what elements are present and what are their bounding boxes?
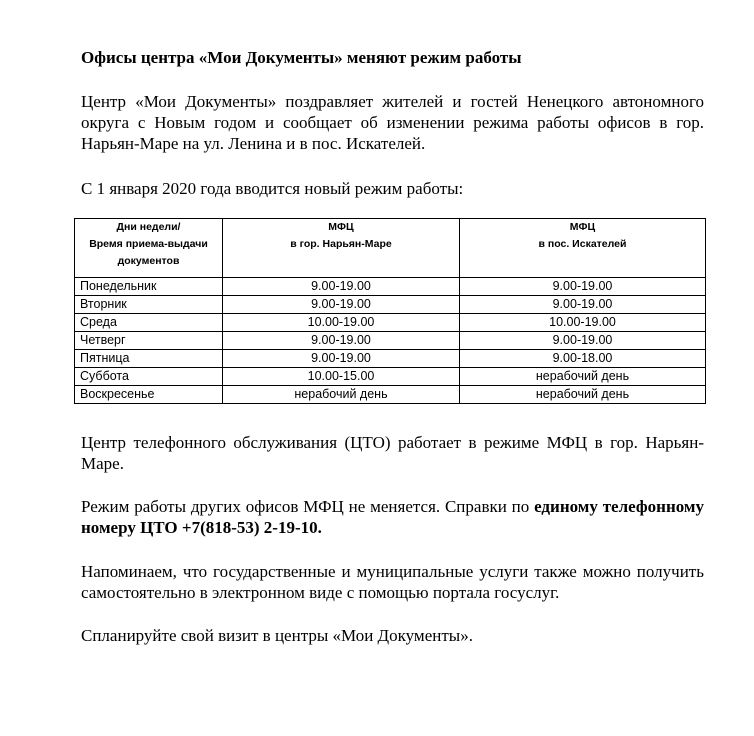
table-cell-naryan-mar: 9.00-19.00: [223, 350, 460, 368]
schedule-table: [74, 218, 706, 404]
plan-visit-paragraph: Спланируйте свой визит в центры «Мои Документы».: [81, 626, 473, 645]
table-cell-iskateley: 9.00-19.00: [460, 332, 706, 350]
schedule-intro-paragraph: С 1 января 2020 года вводится новый режим работы:: [81, 179, 464, 198]
table-cell-iskateley: нерабочий день: [460, 386, 706, 404]
table-cell-day: Пятница: [75, 350, 223, 368]
header-iskateley-line-2: в пос. Искателей: [538, 238, 627, 250]
header-days-line-1: Дни недели/: [116, 221, 181, 233]
schedule-header-row: [75, 219, 706, 278]
header-naryan-mar-line-1: МФЦ: [328, 221, 354, 233]
table-cell-day: Вторник: [75, 296, 223, 314]
reminder-paragraph: Напоминаем, что государственные и муниципальные услуги также можно получить самостоятельно в электронном виде с помощью портала госуслуг.: [81, 562, 704, 602]
cto-phone-text: единому телефонному номеру ЦТО +7(818-53) 2-19-10.: [81, 497, 705, 537]
table-row: [75, 350, 706, 368]
table-row: [75, 314, 706, 332]
document-title: Офисы центра «Мои Документы» меняют режим работы: [81, 48, 522, 67]
table-cell-iskateley: 9.00-19.00: [460, 278, 706, 296]
table-cell-naryan-mar: 9.00-19.00: [223, 332, 460, 350]
header-days-line-2: Время приема-выдачи: [89, 238, 208, 250]
table-row: [75, 278, 706, 296]
intro-paragraph: Центр «Мои Документы» поздравляет жителей и гостей Ненецкого автономного округа с Новым годом и сообщает об изменении режима работы офисов в гор. Нарьян-Маре на ул. Ленина и в пос. Искателей.: [81, 92, 704, 153]
table-row: [75, 332, 706, 350]
table-cell-naryan-mar: нерабочий день: [223, 386, 460, 404]
other-offices-text: Режим работы других офисов МФЦ не меняется. Справки по: [81, 497, 535, 516]
table-cell-naryan-mar: 9.00-19.00: [223, 278, 460, 296]
table-row: [75, 296, 706, 314]
header-iskateley: [460, 219, 706, 278]
table-cell-day: Суббота: [75, 368, 223, 386]
table-cell-naryan-mar: 9.00-19.00: [223, 296, 460, 314]
table-cell-day: Понедельник: [75, 278, 223, 296]
table-row: [75, 368, 706, 386]
other-offices-paragraph: [81, 496, 704, 538]
header-days-line-3: документов: [117, 255, 180, 267]
header-iskateley-line-1: МФЦ: [569, 221, 596, 233]
cto-paragraph: Центр телефонного обслуживания (ЦТО) работает в режиме МФЦ в гор. Нарьян-Маре.: [81, 433, 704, 473]
header-naryan-mar: [223, 219, 460, 278]
header-days: [75, 219, 223, 278]
table-cell-day: Воскресенье: [75, 386, 223, 404]
table-cell-iskateley: 10.00-19.00: [460, 314, 706, 332]
header-naryan-mar-line-2: в гор. Нарьян-Маре: [290, 238, 392, 250]
table-cell-day: Четверг: [75, 332, 223, 350]
table-row: [75, 386, 706, 404]
table-cell-iskateley: 9.00-18.00: [460, 350, 706, 368]
table-cell-iskateley: 9.00-19.00: [460, 296, 706, 314]
table-cell-day: Среда: [75, 314, 223, 332]
table-cell-naryan-mar: 10.00-15.00: [223, 368, 460, 386]
table-cell-iskateley: нерабочий день: [460, 368, 706, 386]
table-cell-naryan-mar: 10.00-19.00: [223, 314, 460, 332]
